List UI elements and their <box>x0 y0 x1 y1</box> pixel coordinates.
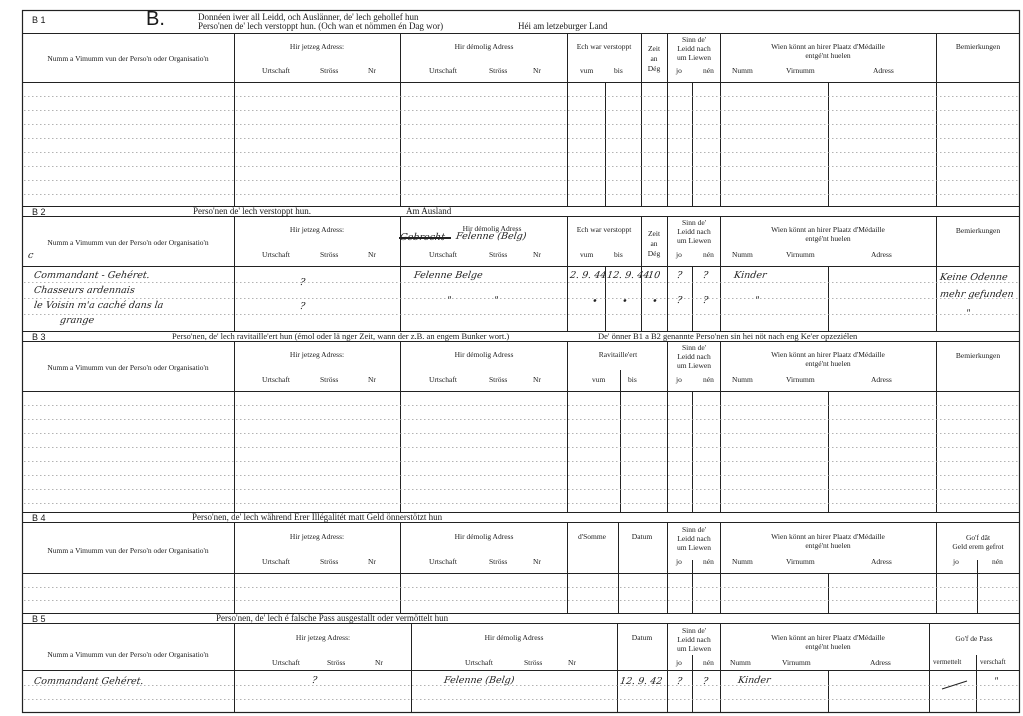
b2-hw-r1-days: 10 <box>647 270 661 281</box>
b4-medal2: entgé'nt huelen <box>805 541 851 550</box>
b5-code: B 5 <box>32 614 46 624</box>
b4-numm: Numm <box>732 557 753 566</box>
b4-name-col: Numm a Vimumm vun der Perso'n oder Organisatio'n <box>47 546 209 555</box>
b4-stross: Ströss <box>320 557 339 566</box>
b3-nr-2: Nr <box>533 375 541 384</box>
b5-jo: jo <box>676 658 682 667</box>
b2-hw-row3-name: le Voisin m'a caché dans la <box>33 300 165 311</box>
b4-sinn3: um Liewen <box>677 543 711 552</box>
b4-geld-gefrot: Geld erem gefrot <box>952 542 1004 551</box>
b3-title: Perso'nen, de' lech ravitaille'ert hun (émol oder lä nger Zeit, wann der z.B. an engem Bunker wort.) <box>172 331 510 341</box>
b1-an: an <box>650 54 658 63</box>
b1-medal1: Wien könnt an hirer Plaatz d'Médaille <box>771 42 885 51</box>
b1-adress: Adress <box>873 66 894 75</box>
b4-urtschaft: Urtschaft <box>262 557 290 566</box>
b5-sinn1: Sinn de' <box>681 626 707 635</box>
b2-hw-dot2: • <box>621 296 629 307</box>
b2-medal2: entgé'nt huelen <box>805 234 851 243</box>
b2-remarks: Bemierkungen <box>955 226 1001 235</box>
b3-numm: Numm <box>732 375 753 384</box>
b1-vum: vum <box>580 66 594 75</box>
b4-nen: nén <box>703 557 714 566</box>
b5-verschaft: verschaft <box>980 658 1006 666</box>
b2-strikethrough <box>399 237 451 239</box>
b2-hw-row1-name: Commandant - Gehéret. <box>33 270 151 281</box>
b4-somme: d'Somme <box>577 532 607 541</box>
b4-stross-2: Ströss <box>489 557 508 566</box>
b2-virnumm: Virnumm <box>786 250 815 259</box>
b2-abroad: Am Ausland <box>406 206 452 216</box>
b3-nr: Nr <box>368 375 376 384</box>
b5-medal2: entgé'nt huelen <box>805 642 851 651</box>
b1-jo: jo <box>676 66 682 75</box>
b3-sinn2: Leidd nach <box>677 352 711 361</box>
b2-nen: nén <box>703 250 714 259</box>
b2-hw-r1-jo: ? <box>676 270 683 281</box>
b2-code: B 2 <box>32 207 46 217</box>
b1-deg: Dég <box>647 64 661 73</box>
b5-hw-slash-mark <box>940 678 970 692</box>
b3-remarks: Bemierkungen <box>955 351 1001 360</box>
b3-jo: jo <box>676 375 682 384</box>
b1-sinn1: Sinn de' <box>681 35 707 44</box>
header-line2b: Héi am letzeburger Land <box>518 21 608 31</box>
b1-current-addr: Hir jetzeg Adress: <box>289 42 345 51</box>
b3-note: De' önner B1 a B2 genannte Perso'nen sin hei nöt nach eng Ke'er opzeziélen <box>598 331 858 341</box>
b5-hw-date: 12. 9. 42 <box>619 676 664 687</box>
b3-code: B 3 <box>32 332 46 342</box>
b3-vum: vum <box>592 375 606 384</box>
b5-hw-nen: ? <box>702 676 709 687</box>
b2-hw-ditto3: " <box>754 295 761 306</box>
b5-stross-2: Ströss <box>524 658 543 667</box>
b2-hw-r2-remark: mehr gefunden <box>939 289 1015 300</box>
b2-deg: Dég <box>647 249 661 258</box>
b2-hw-r1-remark: Keine Odenne <box>939 272 1009 283</box>
b5-nen: nén <box>703 658 714 667</box>
b5-vermettelt: vermettelt <box>933 658 962 666</box>
b5-hw-medal: Kinder <box>737 675 772 686</box>
b4-virnumm: Virnumm <box>786 557 815 566</box>
b2-current-addr: Hir jetzeg Adress: <box>289 225 345 234</box>
b3-urtschaft-2: Urtschaft <box>429 375 457 384</box>
b5-virnumm: Virnumm <box>782 658 811 667</box>
b4-code: B 4 <box>32 513 46 523</box>
b3-sinn1: Sinn de' <box>681 343 707 352</box>
b2-numm: Numm <box>732 250 753 259</box>
b3-ravitailleert: Ravitaille'ert <box>598 350 638 359</box>
b5-hw-jo: ? <box>676 676 683 687</box>
b3-virnumm: Virnumm <box>786 375 815 384</box>
b2-hw-c: c <box>27 250 35 261</box>
b2-hw-ditto2: " <box>493 295 500 306</box>
b2-stross: Ströss <box>320 250 339 259</box>
b5-hw-place: Felenne (Belg) <box>443 675 516 686</box>
b4-urtschaft-2: Urtschaft <box>429 557 457 566</box>
b5-hw-verschaft: " <box>993 676 1000 687</box>
form-big-letter: B. <box>146 8 165 30</box>
b1-zeit: Zeit <box>647 44 661 53</box>
b2-hw-dot3: • <box>651 296 659 307</box>
b4-nr-2: Nr <box>533 557 541 566</box>
b2-hw-dot1: • <box>591 296 599 307</box>
b2-sinn3: um Liewen <box>677 236 711 245</box>
b1-urtschaft-2: Urtschaft <box>429 66 457 75</box>
b4-jo-2: jo <box>953 557 959 566</box>
b2-sinn1: Sinn de' <box>681 218 707 227</box>
b2-an: an <box>650 239 658 248</box>
form-code-b1: B 1 <box>32 15 46 25</box>
b2-hw-r1-nen: ? <box>702 270 709 281</box>
b1-remarks: Bemierkungen <box>955 42 1001 51</box>
b2-hw-r1-place: Felenne Belge <box>413 270 484 281</box>
b2-jo: jo <box>676 250 682 259</box>
b2-hw-row2-name: Chasseurs ardennais <box>33 285 136 296</box>
b2-name-col: Numm a Vimumm vun der Perso'n oder Organisatio'n <box>47 238 209 247</box>
b2-zeit: Zeit <box>647 229 661 238</box>
b5-urtschaft-2: Urtschaft <box>465 658 493 667</box>
b5-name-col: Numm a Vimumm vun der Perso'n oder Organisatio'n <box>47 650 209 659</box>
b4-sinn1: Sinn de' <box>681 525 707 534</box>
b3-medal1: Wien könnt an hirer Plaatz d'Médaille <box>771 350 885 359</box>
header-line1: Donnéen iwer all Leidd, och Auslänner, de' lech gehollef hun <box>198 12 419 22</box>
b3-urtschaft: Urtschaft <box>262 375 290 384</box>
b1-stross: Ströss <box>320 66 339 75</box>
b3-bis: bis <box>628 375 637 384</box>
b3-stross: Ströss <box>320 375 339 384</box>
b4-nr: Nr <box>368 557 376 566</box>
b3-medal2: entgé'nt huelen <box>805 359 851 368</box>
b2-nr: Nr <box>368 250 376 259</box>
b2-adress: Adress <box>871 250 892 259</box>
b2-hidden: Ech war verstoppt <box>576 225 632 234</box>
b2-nr-2: Nr <box>533 250 541 259</box>
b5-gof-pass: Go'f de Pass <box>955 634 993 643</box>
b1-nr-2: Nr <box>533 66 541 75</box>
b4-former-addr: Hir démolig Adress <box>454 532 514 541</box>
b1-hidden: Ech war verstoppt <box>576 42 632 51</box>
b5-numm: Numm <box>730 658 751 667</box>
b5-current-addr: Hir jetzeg Adress: <box>295 633 351 642</box>
b1-nen: nén <box>703 66 714 75</box>
b1-numm: Numm <box>732 66 753 75</box>
b2-title: Perso'nen de' lech verstoppt hun. <box>193 206 311 216</box>
b3-current-addr: Hir jetzeg Adress: <box>289 350 345 359</box>
b2-hw-r1-to: 12. 9. 44 <box>606 270 651 281</box>
b1-former-addr: Hir démolig Adress <box>454 42 514 51</box>
b5-hw-addr: ? <box>311 675 318 686</box>
b2-hw-row4-name: grange <box>59 315 95 326</box>
b5-hw-name: Commandant Gehéret. <box>33 676 145 687</box>
b2-hw-r2-addr: ? <box>299 301 306 312</box>
b4-nen-2: nén <box>992 557 1003 566</box>
b4-jo: jo <box>676 557 682 566</box>
b4-sinn2: Leidd nach <box>677 534 711 543</box>
b3-nen: nén <box>703 375 714 384</box>
b2-urtschaft-2: Urtschaft <box>429 250 457 259</box>
b5-former-addr: Hir démolig Adress <box>484 633 544 642</box>
b2-hw-r1-medal: Kinder <box>733 270 768 281</box>
b2-hw-r1-from: 2. 9. 44 <box>569 270 608 281</box>
b3-adress: Adress <box>871 375 892 384</box>
b5-sinn2: Leidd nach <box>677 635 711 644</box>
b2-medal1: Wien könnt an hirer Plaatz d'Médaille <box>771 225 885 234</box>
b5-medal1: Wien könnt an hirer Plaatz d'Médaille <box>771 633 885 642</box>
b4-current-addr: Hir jetzeg Adress: <box>289 532 345 541</box>
b4-adress: Adress <box>871 557 892 566</box>
b2-stross-2: Ströss <box>489 250 508 259</box>
b2-urtschaft: Urtschaft <box>262 250 290 259</box>
b4-datum: Datum <box>631 532 653 541</box>
b5-sinn3: um Liewen <box>677 644 711 653</box>
b1-virnumm: Virnumm <box>786 66 815 75</box>
header-line2: Perso'nen de' lech verstoppt hun. (Och wan et nömmen én Dag wor) <box>198 21 444 31</box>
b2-vum: vum <box>580 250 594 259</box>
b2-hw-r3-remark: " <box>965 308 972 319</box>
b2-hw-r2-nen: ? <box>702 295 709 306</box>
b1-medal2: entgé'nt huelen <box>805 51 851 60</box>
b1-sinn2: Leidd nach <box>677 44 711 53</box>
b2-bis: bis <box>614 250 623 259</box>
b2-hw-place: Felenne (Belg) <box>455 231 528 242</box>
b1-nr: Nr <box>368 66 376 75</box>
b5-datum: Datum <box>631 633 653 642</box>
b2-hw-r1-addr: ? <box>299 277 306 288</box>
b5-title: Perso'nen, de' lech é falsche Pass ausgestallt oder vermöttelt hun <box>216 613 449 623</box>
b1-bis: bis <box>614 66 623 75</box>
b2-hw-ditto1: " <box>446 295 453 306</box>
b5-adress: Adress <box>870 658 891 667</box>
b4-medal1: Wien könnt an hirer Plaatz d'Médaille <box>771 532 885 541</box>
b4-title: Perso'nen, de' lech während Erer Illégalitét matt Geld önnerstötzt hun <box>192 512 443 522</box>
b4-gof-dat: Go'f dât <box>965 533 991 542</box>
b3-stross-2: Ströss <box>489 375 508 384</box>
b1-name-col: Numm a Vimumm vun der Perso'n oder Organisatio'n <box>47 54 209 63</box>
b5-urtschaft: Urtschaft <box>272 658 300 667</box>
b1-sinn3: um Liewen <box>677 53 711 62</box>
b1-stross-2: Ströss <box>489 66 508 75</box>
b2-sinn2: Leidd nach <box>677 227 711 236</box>
b1-urtschaft: Urtschaft <box>262 66 290 75</box>
b5-stross: Ströss <box>327 658 346 667</box>
b2-hw-r2-jo: ? <box>676 295 683 306</box>
b3-name-col: Numm a Vimumm vun der Perso'n oder Organisatio'n <box>47 363 209 372</box>
b3-sinn3: um Liewen <box>677 361 711 370</box>
b5-nr-2: Nr <box>568 658 576 667</box>
b5-nr: Nr <box>375 658 383 667</box>
b3-former-addr: Hir démolig Adress <box>454 350 514 359</box>
b2-former-addr: Hir démolig Adress <box>462 224 522 233</box>
